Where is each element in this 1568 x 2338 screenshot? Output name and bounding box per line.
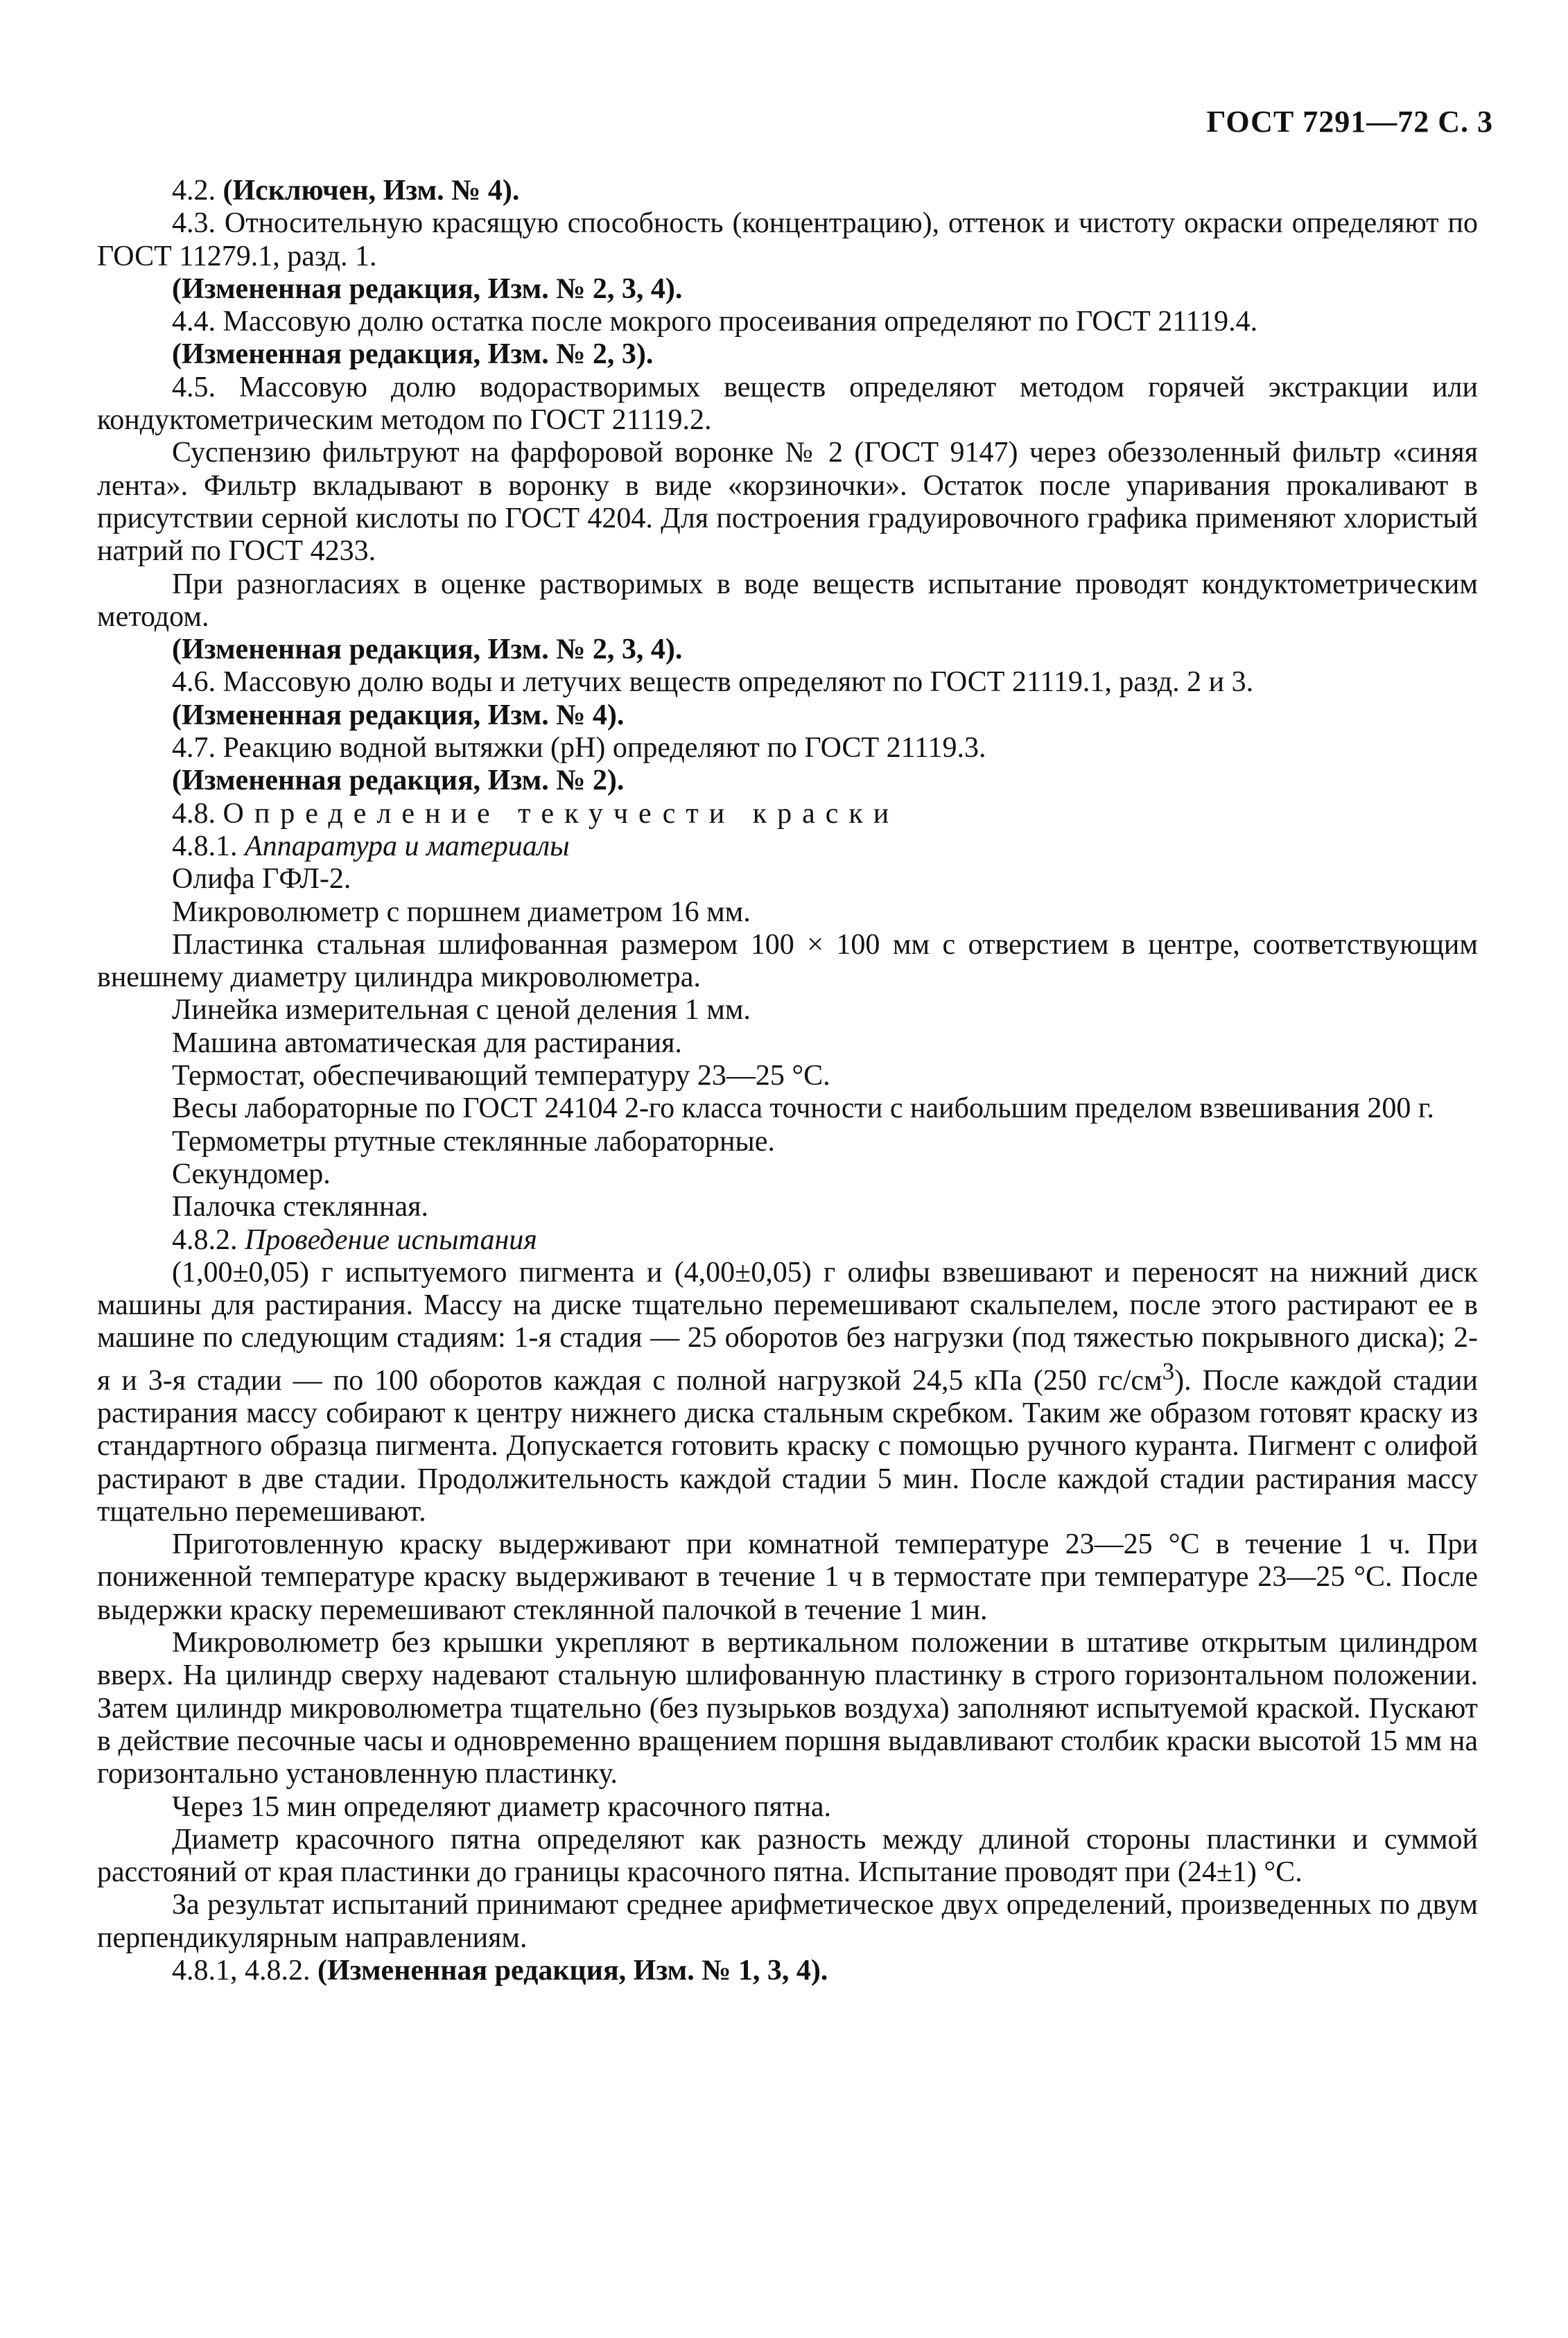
procedure-text-part1: (1,00±0,05) г испытуемого пигмента и (4,00±0,05) г олифы взвешивают и переносят на нижний диск машины для растирания. Массу на диске тщательно перемешивают скальпелем, после этого растирают ее в машине по следующим стадиям: 1-я стадия — 25 оборотов без нагрузки (под тяжестью покрывного диска); 2-я и 3-я стадии — по 100 оборотов каждая с полной нагрузкой 24,5 кПа (250 гс/см — [97, 1256, 1478, 1397]
material-item: Термостат, обеспечивающий температуру 23—25 °С. — [172, 1060, 830, 1092]
amendment-note-text: (Измененная редакция, Изм. № 2, 3, 4). — [172, 272, 683, 305]
amendment-note: (Исключен, Изм. № 4). — [223, 175, 520, 207]
paragraph-result: За результат испытаний принимают среднее арифметическое двух определений, произведенных по двум перпендикулярным направлениям. — [97, 1889, 1478, 1954]
material-item: Пластинка стальная шлифованная размером 100 × 100 мм с отверстием в центре, соответствующим внешнему диаметру цилиндра микроволюметра. — [97, 928, 1478, 994]
paragraph-filtration: Суспензию фильтруют на фарфоровой воронке № 2 (ГОСТ 9147) через обеззоленный фильтр «синяя лента». Фильтр вкладывают в воронку в виде «корзиночки». Остаток после упаривания прокаливают в присутствии серной кислоты по ГОСТ 4204. Для построения градуировочного графика применяют хлористый натрий по ГОСТ 4233. — [97, 437, 1478, 568]
clause-4-8-1-heading — [97, 830, 1478, 863]
subsection-title: Аппаратура и материалы — [245, 830, 570, 862]
amendment-note — [97, 338, 1478, 371]
amendment-note — [97, 699, 1478, 732]
paragraph-conditioning: Приготовленную краску выдерживают при комнатной температуре 23—25 °С в течение 1 ч. При пониженной температуре краску выдерживают в течение 1 ч в термостате при температуре 23—25 °С. После выдержки краску перемешивают стеклянной палочкой в течение 1 мин. — [97, 1528, 1478, 1626]
amendment-note — [97, 634, 1478, 666]
clause-4-4: 4.4. Массовую долю остатка после мокрого просеивания определяют по ГОСТ 21119.4. — [172, 306, 1258, 338]
amendment-note — [97, 273, 1478, 306]
amendment-note-text: (Измененная редакция, Изм. № 2, 3, 4). — [172, 634, 683, 666]
superscript: 3 — [1162, 1357, 1175, 1385]
material-item: Секундомер. — [172, 1158, 331, 1190]
clause-4-8-heading — [97, 798, 1478, 830]
paragraph-microvolumeter: Микроволюметр без крышки укрепляют в вертикальном положении в штативе открытым цилиндром вверх. На цилиндр сверху надевают стальную шлифованную пластинку в строго горизонтальном положении. Затем цилиндр микроволюметра тщательно (без пузырьков воздуха) заполняют испытуемой краской. Пускают в действие песочные часы и одновременно вращением поршня выдавливают столбик краски высотой 15 мм на горизонтально установленную пластинку. — [97, 1627, 1478, 1790]
paragraph-disagreement: При разногласиях в оценке растворимых в воде веществ испытание проводят кондуктометрическим методом. — [97, 568, 1478, 633]
clause-4-7: 4.7. Реакцию водной вытяжки (рН) определяют по ГОСТ 21119.3. — [172, 732, 986, 765]
clause-4-6: 4.6. Массовую долю воды и летучих веществ определяют по ГОСТ 21119.1, разд. 2 и 3. — [172, 666, 1254, 699]
amendment-note-text: (Измененная редакция, Изм. № 2, 3). — [172, 338, 654, 371]
paragraph-diameter: Диаметр красочного пятна определяют как разность между длиной стороны пластинки и суммой расстояний от края пластинки до границы красочного пятна. Испытание проводят при (24±1) °С. — [97, 1823, 1478, 1889]
clause-number: 4.8.1, 4.8.2. — [172, 1955, 311, 1987]
amendment-note-text: (Измененная редакция, Изм. № 4). — [172, 699, 625, 731]
material-item: Линейка измерительная с ценой деления 1 мм. — [172, 994, 751, 1027]
material-item: Палочка стеклянная. — [172, 1191, 428, 1223]
material-item: Машина автоматическая для растирания. — [172, 1027, 682, 1059]
material-item: Олифа ГФЛ-2. — [172, 863, 351, 896]
paragraph-procedure — [97, 1257, 1478, 1528]
procedure-text-part2: ). После каждой стадии растирания массу собирают к центру нижнего диска стальным скребком. Таким же образом готовят краску из стандартного образца пигмента. Допускается готовить краску с помощью ручного куранта. Пигмент с олифой растирают в две стадии. Продолжительность каждой стадии 5 мин. После каждой стадии растирания массу тщательно перемешивают. — [97, 1364, 1479, 1528]
material-item: Микроволюметр с поршнем диаметром 16 мм. — [172, 896, 751, 928]
clause-4-2 — [97, 175, 1478, 207]
amendment-note — [97, 1955, 1478, 1987]
clause-number: 4.8.1. — [172, 830, 238, 862]
subsection-title: Проведение испытания — [245, 1223, 537, 1256]
clause-4-3: 4.3. Относительную красящую способность (концентрацию), оттенок и чистоту окраски определяют по ГОСТ 11279.1, разд. 1. — [97, 207, 1478, 272]
clause-4-8-2-heading — [97, 1224, 1478, 1257]
page-header: ГОСТ 7291—72 С. 3 — [1206, 105, 1493, 139]
clause-4-5: 4.5. Массовую долю водорастворимых веществ определяют методом горячей экстракции или кондуктометрическим методом по ГОСТ 21119.2. — [97, 371, 1478, 437]
amendment-note — [97, 765, 1478, 797]
clause-number: 4.2. — [172, 175, 216, 207]
section-title: Определение текучести краски — [223, 797, 900, 830]
amendment-note-text: (Измененная редакция, Изм. № 2). — [172, 765, 625, 797]
clause-number: 4.8.2. — [172, 1223, 238, 1256]
paragraph-measurement: Через 15 мин определяют диаметр красочного пятна. — [172, 1790, 831, 1823]
clause-number: 4.8. — [172, 797, 216, 830]
amendment-note-text: (Измененная редакция, Изм. № 1, 3, 4). — [317, 1955, 828, 1987]
material-item: Термометры ртутные стеклянные лабораторные. — [172, 1125, 775, 1158]
document-body — [97, 175, 1478, 1987]
material-item: Весы лабораторные по ГОСТ 24104 2-го класса точности с наибольшим пределом взвешивания 200 г. — [172, 1092, 1434, 1125]
